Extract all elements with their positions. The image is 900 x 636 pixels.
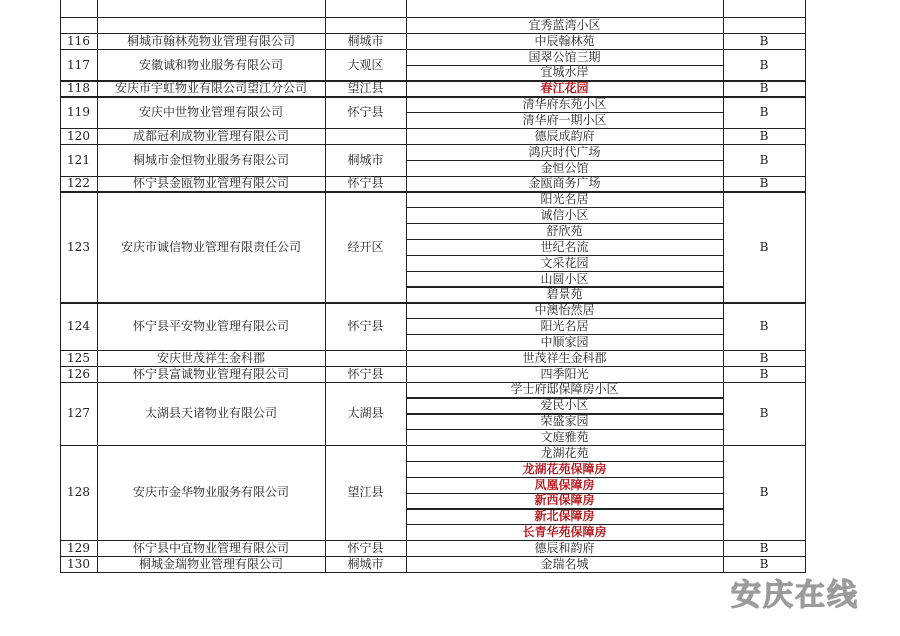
row-number: 125 bbox=[67, 350, 90, 365]
grade: B bbox=[759, 556, 769, 571]
grade: B bbox=[759, 366, 769, 381]
community-name: 世茂祥生金科郡 bbox=[522, 350, 607, 365]
community-name: 新北保障房 bbox=[534, 509, 595, 524]
community-name: 中顺家园 bbox=[540, 334, 589, 349]
company-name: 怀宁县富诚物业管理有限公司 bbox=[132, 366, 289, 381]
row-number: 123 bbox=[67, 239, 90, 254]
district: 望江县 bbox=[347, 485, 384, 500]
community-name: 中澳怡然居 bbox=[534, 303, 595, 318]
district: 怀宁县 bbox=[347, 366, 384, 381]
grade: B bbox=[759, 350, 769, 365]
row-number: 122 bbox=[67, 176, 90, 191]
row-number: 126 bbox=[67, 366, 90, 381]
company-name: 安徽诚和物业服务有限公司 bbox=[138, 57, 283, 72]
table-rule bbox=[325, 0, 326, 573]
row-number: 118 bbox=[67, 81, 90, 96]
community-name: 金瓯商务广场 bbox=[528, 176, 601, 191]
community-name: 新西保障房 bbox=[534, 493, 595, 508]
community-name: 诚信小区 bbox=[540, 208, 589, 223]
community-name: 爱民小区 bbox=[540, 398, 589, 413]
district: 望江县 bbox=[347, 81, 384, 96]
grade: B bbox=[759, 128, 769, 143]
community-name: 德辰和韵府 bbox=[534, 540, 595, 555]
table-rule bbox=[60, 0, 61, 573]
company-name: 怀宁县中宜物业管理有限公司 bbox=[132, 540, 289, 555]
community-name: 文庭雅苑 bbox=[540, 430, 589, 445]
company-name: 安庆市宇虹物业有限公司望江分公司 bbox=[114, 81, 307, 96]
district: 太湖县 bbox=[347, 406, 384, 421]
company-name bbox=[97, 17, 325, 33]
grade: B bbox=[759, 176, 769, 191]
district: 怀宁县 bbox=[347, 176, 384, 191]
company-name: 太湖县天诸物业有限公司 bbox=[144, 406, 277, 421]
company-name: 安庆市诚信物业管理有限责任公司 bbox=[120, 239, 301, 254]
row-number: 124 bbox=[67, 319, 90, 334]
row-number: 120 bbox=[67, 128, 90, 143]
district: 怀宁县 bbox=[347, 319, 384, 334]
row-number: 117 bbox=[67, 57, 90, 72]
grade bbox=[723, 17, 805, 33]
table-rule bbox=[60, 572, 806, 573]
community-name: 清华府一期小区 bbox=[522, 113, 607, 128]
company-name: 桐城市金恒物业服务有限公司 bbox=[132, 152, 289, 167]
table-rule bbox=[805, 0, 806, 573]
company-name: 安庆市金华物业服务有限公司 bbox=[132, 485, 289, 500]
district: 桐城市 bbox=[347, 556, 384, 571]
community-name: 碧景苑 bbox=[546, 287, 583, 302]
watermark-logo: 安庆在线 bbox=[731, 578, 859, 613]
community-name: 鸿庆时代广场 bbox=[528, 144, 601, 159]
district: 经开区 bbox=[347, 239, 384, 254]
district bbox=[325, 128, 406, 144]
community-name: 凤凰保障房 bbox=[534, 477, 595, 492]
community-name: 中辰翰林苑 bbox=[534, 33, 595, 48]
grade: B bbox=[759, 485, 769, 500]
community-name: 长青华苑保障房 bbox=[522, 525, 607, 540]
district: 大观区 bbox=[347, 57, 384, 72]
company-name: 成都冠利成物业管理有限公司 bbox=[132, 128, 289, 143]
grade: B bbox=[759, 152, 769, 167]
district bbox=[325, 350, 406, 366]
company-name: 安庆中世物业管理有限公司 bbox=[138, 105, 283, 120]
community-name: 舒欣苑 bbox=[546, 223, 583, 238]
community-name: 阳光名居 bbox=[540, 319, 589, 334]
community-name: 龙湖花苑保障房 bbox=[522, 461, 607, 476]
company-name: 怀宁县金瓯物业管理有限公司 bbox=[132, 176, 289, 191]
row-number: 128 bbox=[67, 485, 90, 500]
district: 怀宁县 bbox=[347, 540, 384, 555]
grade: B bbox=[759, 81, 769, 96]
table-rule bbox=[723, 0, 724, 573]
grade: B bbox=[759, 319, 769, 334]
company-name: 安庆世茂祥生金科郡 bbox=[156, 350, 265, 365]
community-name: 世纪名流 bbox=[540, 239, 589, 254]
row-number bbox=[60, 17, 97, 33]
row-number: 116 bbox=[67, 33, 90, 48]
community-name: 清华府东苑小区 bbox=[522, 97, 607, 112]
community-name: 国翠公馆三期 bbox=[528, 49, 601, 64]
community-name: 德辰成韵府 bbox=[534, 128, 595, 143]
community-name: 金恒公馆 bbox=[540, 160, 589, 175]
grade: B bbox=[759, 406, 769, 421]
row-number: 130 bbox=[67, 556, 90, 571]
community-name: 春江花园 bbox=[540, 81, 589, 96]
district: 怀宁县 bbox=[347, 105, 384, 120]
community-name: 学士府邸保障房小区 bbox=[510, 382, 619, 397]
row-number: 127 bbox=[67, 406, 90, 421]
grade: B bbox=[759, 33, 769, 48]
grade: B bbox=[759, 57, 769, 72]
grade: B bbox=[759, 540, 769, 555]
row-number: 129 bbox=[67, 540, 90, 555]
company-name: 怀宁县平安物业管理有限公司 bbox=[132, 319, 289, 334]
district bbox=[325, 17, 406, 33]
company-name: 桐城金瑞物业管理有限公司 bbox=[138, 556, 283, 571]
community-name: 山圆小区 bbox=[540, 271, 589, 286]
community-name: 宜城水岸 bbox=[540, 65, 589, 80]
district: 桐城市 bbox=[347, 33, 384, 48]
community-name: 四季阳光 bbox=[540, 366, 589, 381]
community-name: 荣盛家园 bbox=[540, 414, 589, 429]
table-rule bbox=[97, 0, 98, 573]
grade: B bbox=[759, 105, 769, 120]
district: 桐城市 bbox=[347, 152, 384, 167]
community-name: 阳光名居 bbox=[540, 192, 589, 207]
community-name: 文采花园 bbox=[540, 255, 589, 270]
community-name: 龙湖花苑 bbox=[540, 445, 589, 460]
row-number: 121 bbox=[67, 152, 90, 167]
row-number: 119 bbox=[67, 105, 90, 120]
community-name: 宜秀蓝湾小区 bbox=[528, 17, 601, 32]
grade: B bbox=[759, 239, 769, 254]
table-rule bbox=[406, 0, 407, 573]
company-name: 桐城市翰林苑物业管理有限公司 bbox=[126, 33, 295, 48]
community-name: 金瑞名城 bbox=[540, 556, 589, 571]
